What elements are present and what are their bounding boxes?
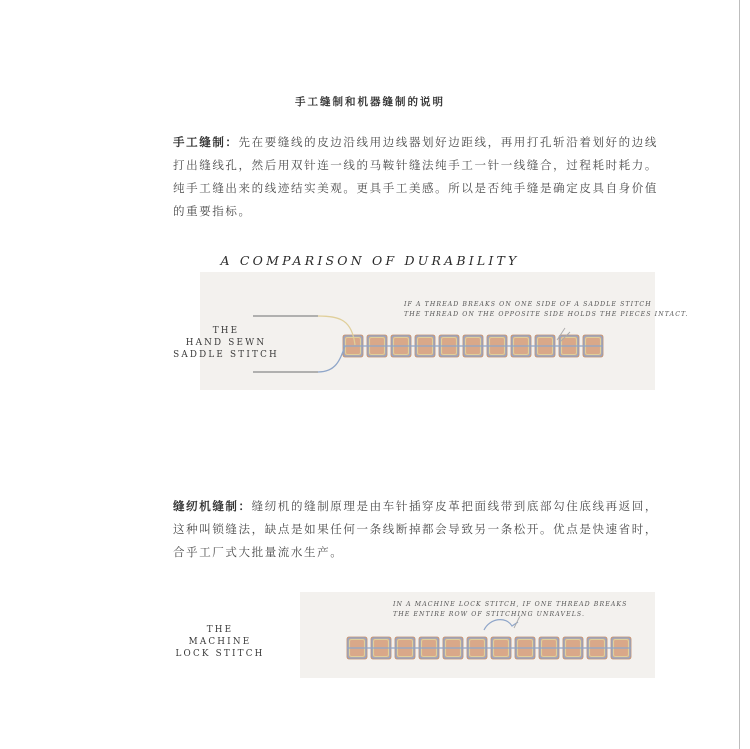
comparison-heading: A COMPARISON OF DURABILITY <box>220 253 520 268</box>
hand-sewing-lead: 手工缝制： <box>173 135 239 149</box>
saddle-stitch-label-line: SADDLE STITCH <box>173 350 279 360</box>
lock-broken-thread <box>484 620 518 630</box>
machine-sewing-line: 时，合乎工厂式大批量流水生产。 <box>173 522 659 559</box>
lock-break-mark <box>514 616 520 628</box>
saddle-stitch-note-line: IF A THREAD BREAKS ON ONE SIDE OF A SADDLE STITCH <box>404 301 652 308</box>
lock-stitch-label-line: MACHINE <box>188 637 252 647</box>
machine-sewing-line: 回，这种叫锁缝法，缺点是如果任何一条线断掉都会导致另一条松开。优点是快速省 <box>173 499 658 536</box>
hand-sewing-line: 线打出缝线孔，然后用双针连一线的马鞍针缝法纯手工一针一线缝合，过程耗时耗 <box>173 135 658 172</box>
saddle-stitch-note-line: THE THREAD ON THE OPPOSITE SIDE HOLDS THE PIECES INTACT. <box>404 311 689 318</box>
lock-stitch-label-line: THE <box>206 625 234 635</box>
machine-sewing-lead: 缝纫机缝制： <box>173 499 252 513</box>
lock-stitch-illustration <box>347 616 631 659</box>
hand-sewing-line: 价值的重要指标。 <box>173 181 659 218</box>
saddle-stitch-label-line: HAND SEWN <box>185 338 267 348</box>
machine-sewing-line: 缝纫机的缝制原理是由车针插穿皮革把面线带到底部勾住底线再返 <box>251 499 632 513</box>
lock-stitch-note-line: THE ENTIRE ROW OF STITCHING UNRAVELS. <box>393 611 586 618</box>
lock-stitch-label-line: LOCK STITCH <box>175 649 265 659</box>
hand-sewing-line: 力。纯手工缝出来的线迹结实美观。更具手工美感。所以是否纯手缝是确定皮具自身 <box>173 158 659 195</box>
saddle-stitch-label-line: THE <box>212 326 240 336</box>
lock-stitch-note-line: IN A MACHINE LOCK STITCH, IF ONE THREAD BREAKS <box>393 601 628 608</box>
page-title: 手工缝制和机器缝制的说明 <box>295 96 445 108</box>
saddle-thread-bottom <box>318 346 345 372</box>
hand-sewing-line: 先在要缝线的皮边沿线用边线器划好边距线，再用打孔斩沿着划好的边 <box>238 135 645 149</box>
saddle-stitch-illustration <box>253 316 603 372</box>
